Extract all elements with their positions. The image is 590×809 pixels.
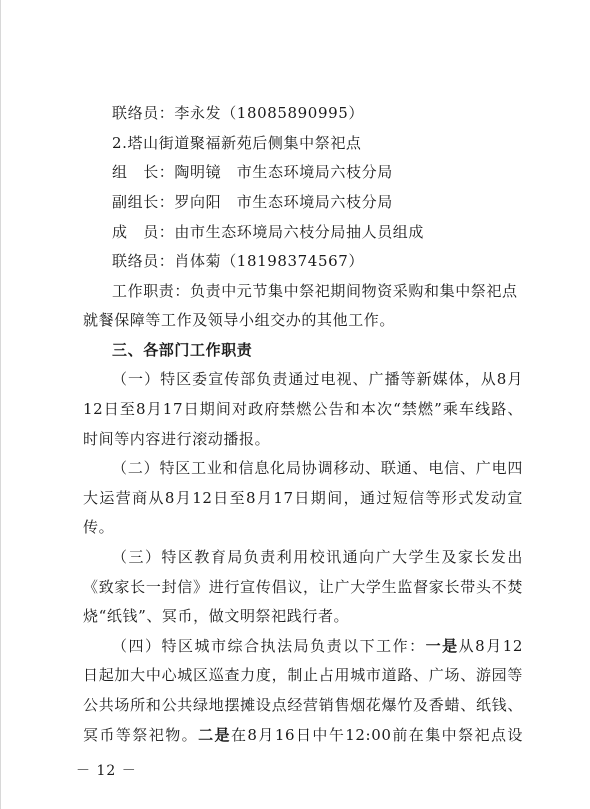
item-4-line-4-text: 冥币等祭祀物。 <box>83 726 199 744</box>
duty-paragraph-line-1: 工作职责：负责中元节集中祭祀期间物资采购和集中祭祀点 <box>112 282 518 300</box>
item-4-line-2: 日起加大中心城区巡查力度，制止占用城市道路、广场、游园等 <box>83 666 523 684</box>
site-heading-2: 2.塔山街道聚福新苑后侧集中祭祀点 <box>112 134 362 152</box>
contact-line-2: 联络员：肖体菊（18198374567） <box>112 252 364 270</box>
item-4-line-3: 公共场所和公共绿地摆摊设点经营销售烟花爆竹及香蜡、纸钱、 <box>83 696 523 714</box>
item-4-intro-text: （四）特区城市综合执法局负责以下工作： <box>112 637 426 655</box>
team-leader-line: 组 长：陶明镜 市生态环境局六枝分局 <box>112 163 393 181</box>
deputy-leader-line: 副组长：罗向阳 市生态环境局六枝分局 <box>112 193 393 211</box>
item-4-first-point-marker: 一是 <box>425 637 459 655</box>
page-number: － 12 － <box>76 763 137 779</box>
item-4-line-1 <box>112 636 523 656</box>
page-left-edge <box>0 0 1 809</box>
item-3-line-2: 《致家长一封信》进行宣传倡议，让广大学生监督家长带头不焚 <box>83 578 523 596</box>
item-4-second-point-marker: 二是 <box>198 726 231 744</box>
item-4-line-4 <box>83 725 523 745</box>
item-2-line-3: 传。 <box>83 518 115 536</box>
members-line: 成 员：由市生态环境局六枝分局抽人员组成 <box>112 223 425 241</box>
item-4-first-point-text: 从8月12 <box>458 637 523 655</box>
item-1-line-3: 时间等内容进行滚动播报。 <box>83 430 271 448</box>
contact-line-1: 联络员：李永发（18085890995） <box>112 104 364 122</box>
section-heading-3: 三、各部门工作职责 <box>112 341 253 359</box>
item-2-line-1: （二）特区工业和信息化局协调移动、联通、电信、广电四 <box>112 459 523 477</box>
item-1-line-2: 12日至8月17日期间对政府禁燃公告和本次“禁燃”乘车线路、 <box>83 400 523 418</box>
item-3-line-1: （三）特区教育局负责利用校讯通向广大学生及家长发出 <box>112 548 523 566</box>
item-4-second-point-text: 在8月16日中午12:00前在集中祭祀点设 <box>230 726 524 744</box>
item-1-line-1: （一）特区委宣传部负责通过电视、广播等新媒体，从8月 <box>112 370 523 388</box>
duty-paragraph-line-2: 就餐保障等工作及领导小组交办的其他工作。 <box>83 311 396 329</box>
item-3-line-3: 烧“纸钱”、冥币，做文明祭祀践行者。 <box>83 607 350 625</box>
item-2-line-2: 大运营商从8月12日至8月17日期间，通过短信等形式发动宣 <box>83 489 523 507</box>
